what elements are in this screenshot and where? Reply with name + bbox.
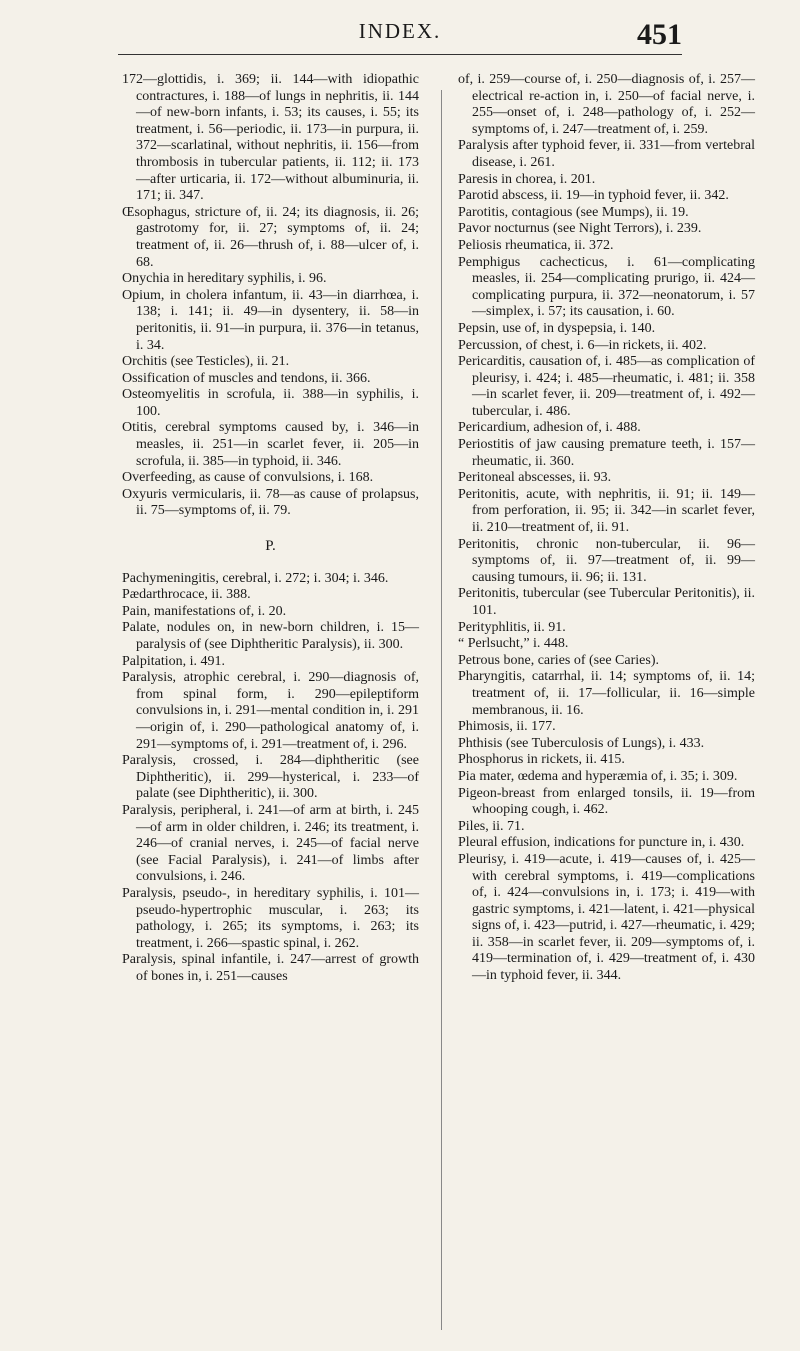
index-entry: Percussion, of chest, i. 6—in rickets, ii. 402. [458,337,707,353]
index-entry: Pachymeningitis, cerebral, i. 272; i. 304; i. 346. [122,570,389,586]
index-entry: Osteomyelitis in scrofula, ii. 388—in syphilis, i. 100. [122,387,419,419]
index-entry: Pædarthrocace, ii. 388. [122,587,251,603]
index-entry: Phimosis, ii. 177. [458,719,556,735]
index-entry: Pepsin, use of, in dyspepsia, i. 140. [458,320,656,336]
index-entry: Parotitis, contagious (see Mumps), ii. 19. [458,204,689,220]
index-entry: Paresis in chorea, i. 201. [458,171,596,187]
index-entry: Otitis, cerebral symptoms caused by, i. 346—in measles, ii. 251—in scarlet fever, ii. 205—in scrofula, ii. 385—in typhoid, ii. 346. [122,420,419,469]
index-entry: Œsophagus, stricture of, ii. 24; its diagnosis, ii. 26; gastrotomy for, ii. 27; symptoms of, ii. 24; treatment of, ii. 26—thrush of, i. 88—ulcer of, i. 68. [122,204,419,270]
page-header [118,14,682,50]
index-column-right [458,72,755,985]
index-entry: Opium, in cholera infantum, ii. 43—in diarrhœa, i. 138; i. 141; ii. 49—in dysentery, ii. 58—in peritonitis, ii. 91—in purpura, ii. 376—in tetanus, i. 34. [122,287,419,353]
index-entry: Paralysis, pseudo-, in hereditary syphilis, i. 101—pseudo-hypertrophic muscular, i. 263; its pathology, i. 265; its symptoms, i. 263; its treatment, i. 266—spastic spinal, i. 262. [122,885,419,951]
index-entry: Pleural effusion, indications for puncture in, i. 430. [458,835,745,851]
index-entry: “ Perlsucht,” i. 448. [458,636,569,652]
index-entry: Paralysis, crossed, i. 284—diphtheritic (see Diphtheritic), ii. 299—hysterical, i. 233—of palate (see Diphtheritic), ii. 300. [122,753,419,802]
page-number: 451 [637,18,682,51]
index-entry: Palate, nodules on, in new-born children, i. 15—paralysis of (see Diphtheritic Paralysis), ii. 300. [122,620,419,652]
index-entry: Petrous bone, caries of (see Caries). [458,652,659,668]
index-entry: Paralysis after typhoid fever, ii. 331—from vertebral disease, i. 261. [458,138,755,170]
index-entry: Peritoneal abscesses, ii. 93. [458,470,612,486]
index-entry: Pericarditis, causation of, i. 485—as complication of pleurisy, i. 424; i. 485—rheumatic, i. 481; ii. 358—in scarlet fever, ii. 209—treatment of, i. 492—tubercular, i. 486. [458,354,755,419]
index-entry: Parotid abscess, ii. 19—in typhoid fever, ii. 342. [458,188,729,204]
index-entry: Ossification of muscles and tendons, ii. 366. [122,370,371,386]
index-entry: Pleurisy, i. 419—acute, i. 419—causes of, i. 425—with cerebral symptoms, i. 419—complications of, i. 424—convulsions in, i. 173; i. 419—with gastric symptoms, i. 421—latent, i. 421—physical signs of, i. 423—putrid, i. 427—rheumatic, i. 429; ii. 358—in scarlet fever, ii. 209—symptoms of, i. 419—termination of, i. 429—treatment of, i. 430—in typhoid fever, ii. 344. [458,851,755,984]
index-entry: Peritonitis, acute, with nephritis, ii. 91; ii. 149—from perforation, ii. 95; ii. 342—in scarlet fever, ii. 210—treatment of, ii. 91. [458,486,755,536]
index-entry: Paralysis, spinal infantile, i. 247—arrest of growth of bones in, i. 251—causes [122,952,419,984]
index-entry: Pavor nocturnus (see Night Terrors), i. 239. [458,221,702,237]
index-entry: Paralysis, peripheral, i. 241—of arm at birth, i. 245—of arm in older children, i. 246; its treatment, i. 246—of cranial nerves, i. 245—of facial nerve (see Facial Paralysis), i. 241—of limbs after convulsions, i. 246. [122,802,419,885]
header-rule [118,54,682,55]
index-entry: Pemphigus cachecticus, i. 61—complicating measles, ii. 254—complicating prurigo, ii. 424—complicating purpura, ii. 372—neonatorum, i. 57—simplex, i. 57; its causation, i. 60. [458,254,755,320]
index-entry: Piles, ii. 71. [458,818,525,834]
index-entry: Pain, manifestations of, i. 20. [122,603,287,619]
section-letter: P. [265,538,276,555]
index-entry: Oxyuris vermicularis, ii. 78—as cause of prolapsus, ii. 75—symptoms of, ii. 79. [122,486,419,519]
index-entry: Pericardium, adhesion of, i. 488. [458,420,641,436]
index-entry: Peritonitis, tubercular (see Tubercular Peritonitis), ii. 101. [458,586,755,618]
index-entry: 172—glottidis, i. 369; ii. 144—with idiopathic contractures, i. 188—of lungs in nephritis, ii. 144—of new-born infants, i. 53; its causes, i. 55; its treatment, i. 56—periodic, ii. 173—in purpura, ii. 372—scarlatinal, without nephritis, ii. 156—from thrombosis in tubercular patients, ii. 112; ii. 173—after urticaria, ii. 172—without albuminuria, ii. 171; ii. 347. [122,72,419,204]
index-entry: Periostitis of jaw causing premature teeth, i. 157—rheumatic, ii. 360. [458,437,755,469]
index-entry-continued: of, i. 259—course of, i. 250—diagnosis of, i. 257—electrical re-action in, i. 250—of facial nerve, i. 255—onset of, i. 248—pathology of, i. 252—symptoms of, i. 247—treatment of, i. 259. [458,72,755,137]
index-entry: Phosphorus in rickets, ii. 415. [458,752,625,768]
index-entry: Perityphlitis, ii. 91. [458,619,566,635]
index-entry: Paralysis, atrophic cerebral, i. 290—diagnosis of, from spinal form, i. 290—epileptiform convulsions in, i. 291—mental condition in, i. 291—origin of, i. 290—pathological anatomy of, i. 291—symptoms of, i. 291—treatment of, i. 296. [122,670,419,752]
column-divider [441,90,442,1330]
index-entry: Onychia in hereditary syphilis, i. 96. [122,271,327,287]
running-title: INDEX. [358,19,442,43]
index-entry: Pigeon-breast from enlarged tonsils, ii. 19—from whooping cough, i. 462. [458,785,755,818]
index-entry: Peritonitis, chronic non-tubercular, ii. 96—symptoms of, ii. 97—treatment of, ii. 99—causing tumours, ii. 96; ii. 131. [458,536,755,585]
index-column-left [122,72,419,985]
index-entry: Pia mater, œdema and hyperæmia of, i. 35; i. 309. [458,768,738,784]
index-entry: Overfeeding, as cause of convulsions, i. 168. [122,470,374,486]
index-entry: Palpitation, i. 491. [122,653,226,669]
index-entry: Pharyngitis, catarrhal, ii. 14; symptoms of, ii. 14; treatment of, ii. 17—follicular, ii. 16—simple membranous, ii. 16. [458,669,755,718]
index-entry: Orchitis (see Testicles), ii. 21. [122,354,290,370]
index-entry: Peliosis rheumatica, ii. 372. [458,237,614,253]
index-entry: Phthisis (see Tuberculosis of Lungs), i. 433. [458,735,705,751]
